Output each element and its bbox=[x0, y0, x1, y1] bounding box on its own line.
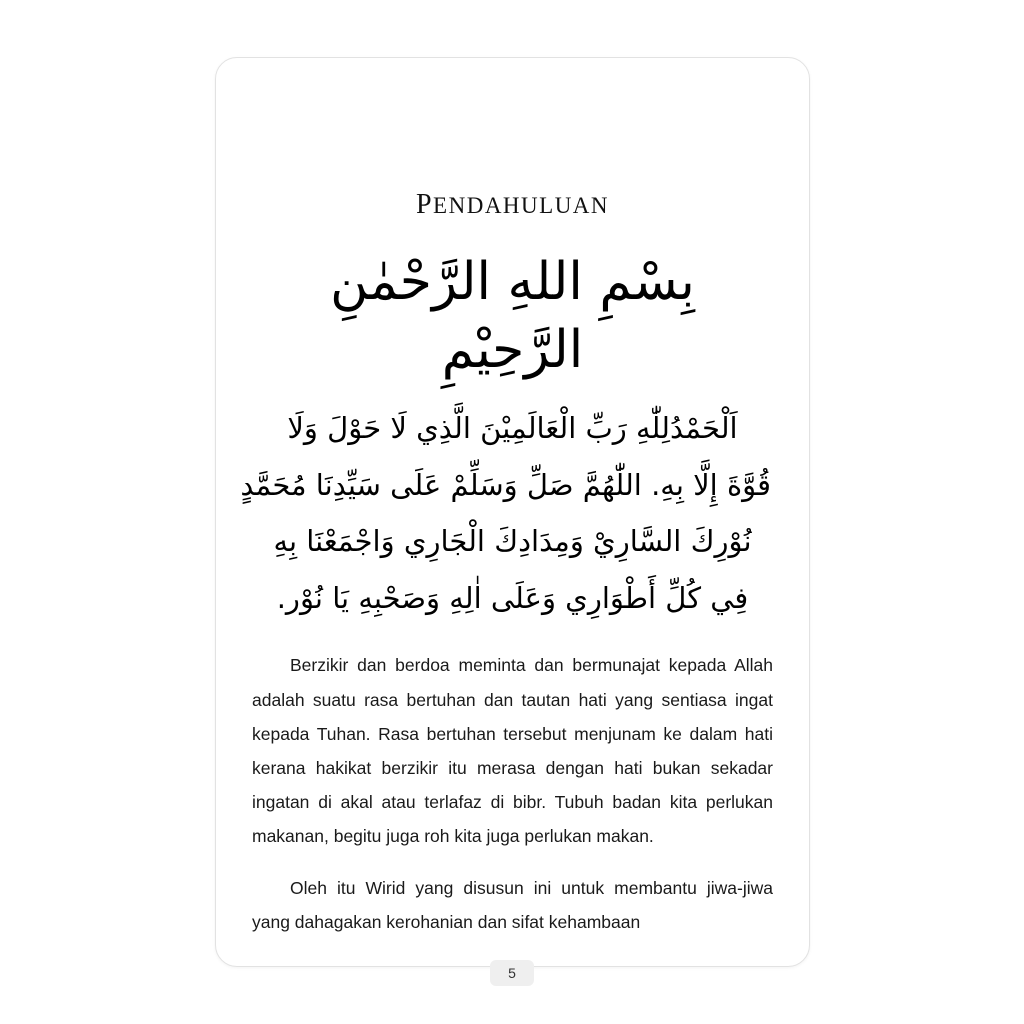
arabic-line: اَلْحَمْدُلِلّٰهِ رَبِّ الْعَالَمِيْنَ الَّذِي لَا حَوْلَ وَلَا bbox=[287, 411, 738, 446]
arabic-line: فِي كُلِّ أَطْوَارِي وَعَلَى اٰلِهِ وَصَحْبِهِ يَا نُوْر. bbox=[276, 580, 749, 615]
body-paragraph: Oleh itu Wirid yang disusun ini untuk membantu jiwa-jiwa yang dahagakan kerohanian dan sifat kehambaan bbox=[252, 878, 773, 933]
page-title: pendahuluan bbox=[415, 177, 610, 222]
page-number-badge: 5 bbox=[490, 960, 534, 986]
page-content bbox=[240, 58, 773, 966]
arabic-line: نُوْرِكَ السَّارِيْ وَمِدَادِكَ الْجَارِي وَاجْمَعْنَا بِهِ bbox=[273, 524, 752, 559]
basmalah-calligraphy: بِسْمِ اللهِ الرَّحْمٰنِ الرَّحِيْمِ bbox=[330, 252, 695, 380]
document-page bbox=[215, 57, 810, 967]
body-paragraph: Berzikir dan berdoa meminta dan bermunajat kepada Allah adalah suatu rasa bertuhan dan tautan hati yang sentiasa ingat kepada Tuhan. Rasa bertuhan tersebut menjunam ke dalam hati kerana hakikat berzikir itu merasa dengan hati bukan sekadar ingatan di akal atau terlafaz di bibr. Tubuh badan kita perlukan makanan, begitu juga roh kita juga perlukan makan. bbox=[252, 655, 773, 846]
arabic-dua-block bbox=[240, 400, 773, 626]
arabic-line: قُوَّةَ إِلَّا بِهِ. اللّٰهُمَّ صَلِّ وَسَلِّمْ عَلَى سَيِّدِنَا مُحَمَّدٍ bbox=[240, 467, 771, 502]
